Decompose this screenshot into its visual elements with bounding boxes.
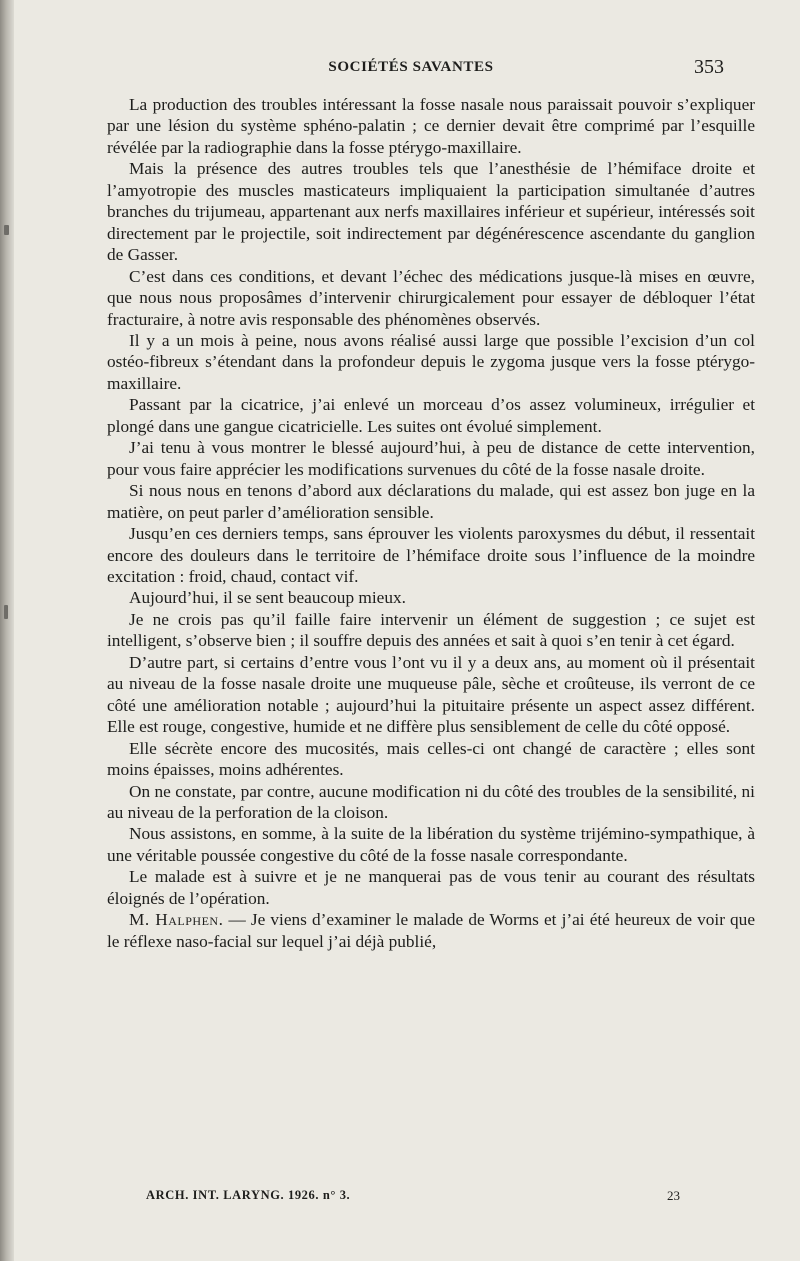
paragraph: Aujourd’hui, il se sent beaucoup mieux. [129, 588, 406, 608]
running-head [22, 56, 800, 80]
footer [22, 1188, 800, 1208]
paragraph: Mais la présence des autres troubles tels que l’anesthésie de l’hémiface droite et l’amyotropie des muscles masticateurs impliquaient la participation simultanée d’autres branches du trijumeau, appartenant aux nerfs maxillaires inférieur et supérieur, intéressés soit directement par le projectile, soit indirectement par dégénérescence ascendante du ganglion de Gasser. [107, 159, 755, 265]
paragraph: Si nous nous en tenons d’abord aux déclarations du malade, qui est assez bon juge en la matière, on peut parler d’amélioration sensible. [107, 481, 755, 522]
running-title: SOCIÉTÉS SAVANTES [328, 59, 494, 75]
paragraph: Je ne crois pas qu’il faille faire intervenir un élément de suggestion ; ce sujet est intelligent, s’observe bien ; il souffre depuis des années et sait à quoi s’en tenir à cet égard. [107, 609, 755, 651]
paragraph: Elle sécrète encore des mucosités, mais celles-ci ont changé de caractère ; elles sont moins épaisses, moins adhérentes. [107, 738, 755, 780]
paragraph: J’ai tenu à vous montrer le blessé aujourd’hui, à peu de distance de cette intervention, pour vous faire apprécier les modifications survenues du côté de la fosse nasale droite. [107, 438, 755, 479]
page-number: 353 [694, 56, 724, 78]
paragraph: La production des troubles intéressant la fosse nasale nous paraissait pouvoir s’expliquer par une lésion du système sphéno-palatin ; ce dernier devait être comprimé par l’esquille révélée par la radiographie dans la fosse ptérygo-maxillaire. [107, 95, 755, 157]
paragraph: C’est dans ces conditions, et devant l’échec des médications jusque-là mises en œuvre, que nous nous proposâmes d’intervenir chirurgicalement pour essayer de débloquer l’état fracturaire, à notre avis responsable des phénomènes observés. [107, 266, 755, 329]
paragraph: Passant par la cicatrice, j’ai enlevé un morceau d’os assez volumineux, irrégulier et plongé dans une gangue cicatricielle. Les suites ont évolué simplement. [107, 395, 755, 436]
journal-reference: ARCH. INT. LARYNG. 1926. n° 3. [146, 1188, 351, 1202]
speaker-text: — Je viens d’examiner le malade de Worms et j’ai été heureux de voir que le réflexe naso-facial sur lequel j’ai déjà publié, [107, 910, 755, 951]
speaker-paragraph [107, 909, 755, 952]
binding-edge [0, 0, 14, 1261]
page [22, 0, 800, 1261]
paragraph: Jusqu’en ces derniers temps, sans éprouver les violents paroxysmes du début, il ressentait encore des douleurs dans le territoire de l’hémiface droite sous l’influence de la moindre excitation : froid, chaud, contact vif. [107, 524, 755, 586]
paragraph: Nous assistons, en somme, à la suite de la libération du système trijémino-sympathique, à une véritable poussée congestive du côté de la fosse nasale correspondante. [107, 824, 755, 865]
paragraph: Il y a un mois à peine, nous avons réalisé aussi large que possible l’excision d’un col ostéo-fibreux s’étendant dans la profondeur depuis le zygoma jusque vers la fosse ptérygo-maxillaire. [107, 330, 755, 393]
paragraph: Le malade est à suivre et je ne manquerai pas de vous tenir au courant des résultats éloignés de l’opération. [107, 867, 755, 908]
margin-mark [4, 225, 9, 235]
speaker-name: M. Halphen. [129, 910, 224, 930]
paragraph: D’autre part, si certains d’entre vous l’ont vu il y a deux ans, au moment où il présentait au niveau de la fosse nasale droite une muqueuse pâle, sèche et croûteuse, ils verront de ce côté une amélioration notable ; aujourd’hui la pituitaire présente un aspect assez différent. Elle est rouge, congestive, humide et ne diffère plus sensiblement de celle du côté opposé. [107, 652, 755, 737]
margin-mark [4, 605, 8, 619]
body-text [107, 94, 755, 952]
paragraph: On ne constate, par contre, aucune modification ni du côté des troubles de la sensibilité, ni au niveau de la perforation de la cloison. [107, 781, 755, 822]
signature-mark: 23 [667, 1188, 680, 1203]
